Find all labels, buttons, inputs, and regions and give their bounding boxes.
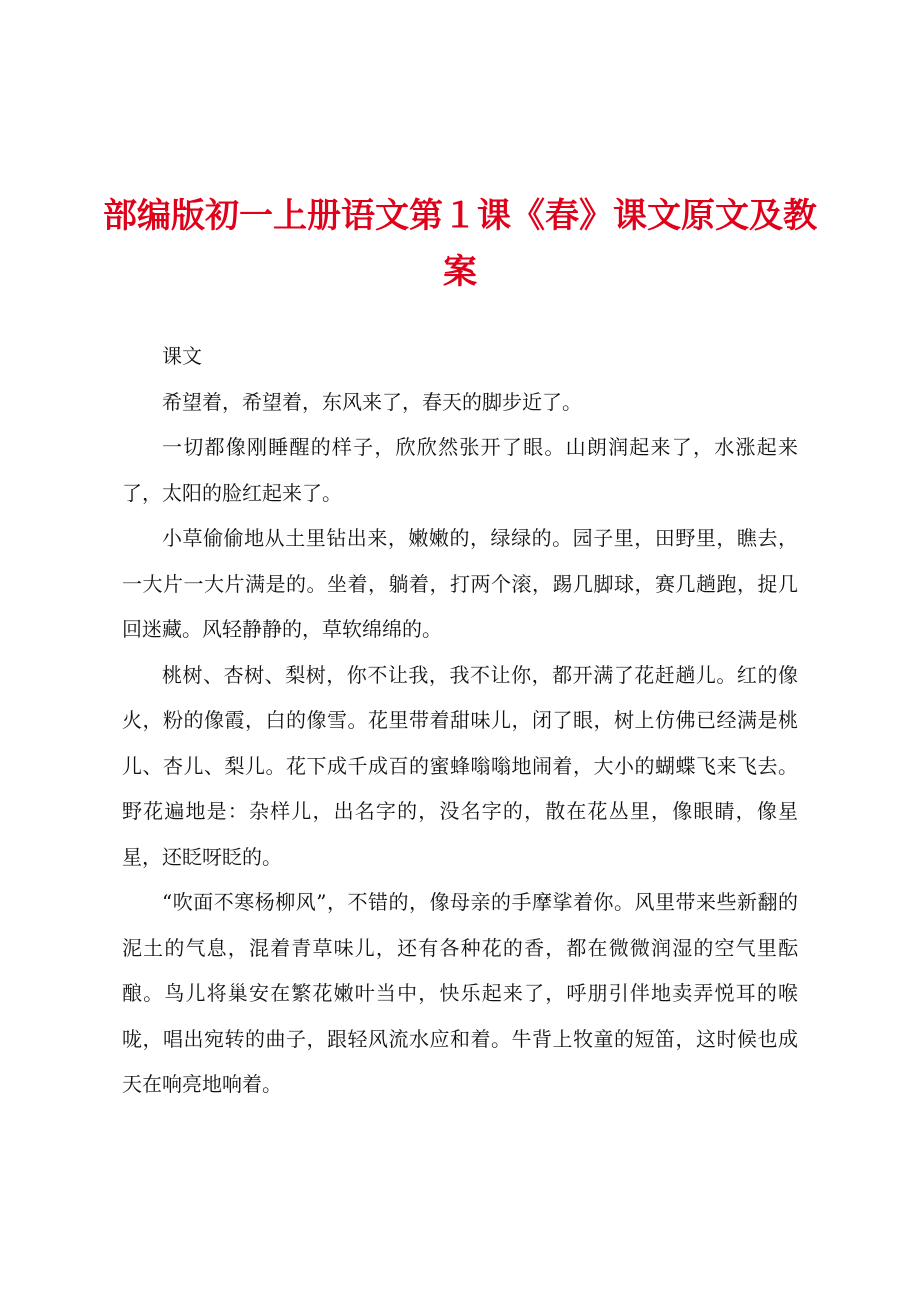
paragraph: 小草偷偷地从土里钻出来，嫩嫩的，绿绿的。园子里，田野里，瞧去，一大片一大片满是的。坐着，躺着，打两个滚，踢几脚球，赛几趟跑，捉几回迷藏。风轻静静的，草软绵绵的。 (122, 526, 798, 641)
paragraph: “吹面不寒杨柳风”，不错的，像母亲的手摩挲着你。风里带来些新翻的泥土的气息，混着青草味儿，还有各种花的香，都在微微润湿的空气里酝酿。鸟儿将巢安在繁花嫩叶当中，快乐起来了，呼朋引伴地卖弄悦耳的喉咙，唱出宛转的曲子，跟轻风流水应和着。牛背上牧童的短笛，这时候也成天在响亮地响着。 (122, 890, 798, 1096)
paragraph: 桃树、杏树、梨树，你不让我，我不让你，都开满了花赶趟儿。红的像火，粉的像霞，白的像雪。花里带着甜味儿，闭了眼，树上仿佛已经满是桃儿、杏儿、梨儿。花下成千成百的蜜蜂嗡嗡地闹着，大小的蝴蝶飞来飞去。野花遍地是：杂样儿，出名字的，没名字的，散在花丛里，像眼睛，像星星，还眨呀眨的。 (122, 662, 798, 869)
document-body (122, 334, 798, 1108)
paragraph: 一切都像刚睡醒的样子，欣欣然张开了眼。山朗润起来了，水涨起来了，太阳的脸红起来了。 (122, 435, 798, 505)
document-title: 部编版初一上册语文第１课《春》课文原文及教案 (103, 196, 817, 292)
paragraph: 希望着，希望着，东风来了，春天的脚步近了。 (162, 389, 582, 414)
section-label: 课文 (162, 344, 202, 368)
